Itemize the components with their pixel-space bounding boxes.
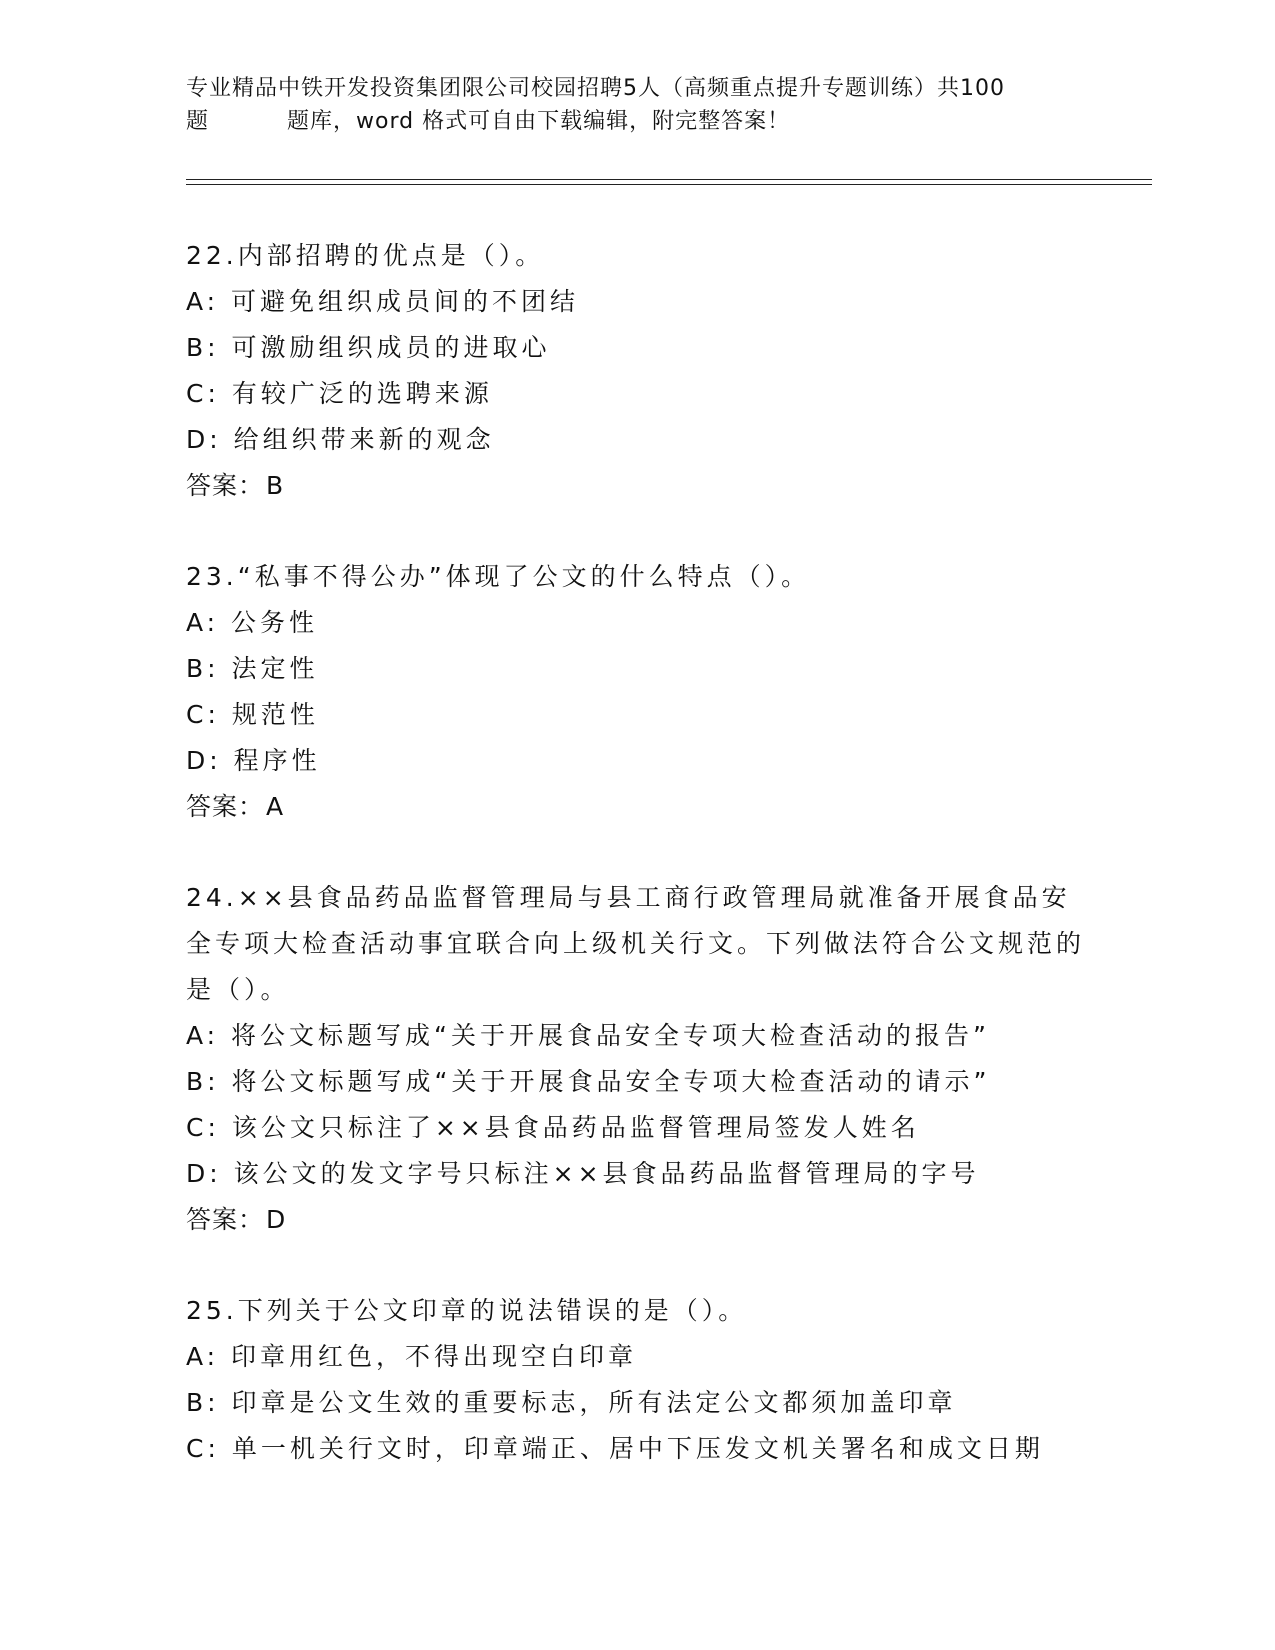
header-subtitle-line <box>186 105 1086 138</box>
question-23 <box>186 554 1086 830</box>
header-subtitle-text: 题库，word 格式可自由下载编辑，附完整答案！ <box>287 109 791 134</box>
answer-line <box>186 1197 1086 1243</box>
option-d: D: 程序性 <box>186 746 321 775</box>
header-divider-bottom <box>186 184 1152 185</box>
option-a: A: 公务性 <box>186 608 319 637</box>
answer-line <box>186 784 1086 830</box>
option-b: B: 将公文标题写成“关于开展食品安全专项大检查活动的请示” <box>186 1067 991 1096</box>
option-c: C: 单一机关行文时，印章端正、居中下压发文机关署名和成文日期 <box>186 1434 1044 1463</box>
header-title-line: 专业精品中铁开发投资集团限公司校园招聘5人（高频重点提升专题训练）共100 <box>186 76 1005 101</box>
option-d: D: 该公文的发文字号只标注××县食品药品监督管理局的字号 <box>186 1159 980 1188</box>
option-c: C: 规范性 <box>186 700 319 729</box>
questions-list <box>186 233 1086 1517</box>
header-subtitle-prefix: 题 <box>186 109 210 134</box>
answer-value: B <box>266 471 285 500</box>
option-b: B: 可激励组织成员的进取心 <box>186 333 551 362</box>
question-text: 23.“私事不得公办”体现了公文的什么特点（）。 <box>186 562 811 591</box>
document-header <box>186 72 1086 138</box>
answer-line <box>186 463 1086 509</box>
answer-value: D <box>266 1205 287 1234</box>
question-24 <box>186 875 1086 1243</box>
header-divider-top <box>186 179 1152 180</box>
option-b: B: 法定性 <box>186 654 319 683</box>
question-22 <box>186 233 1086 509</box>
answer-label: 答案： <box>186 792 265 821</box>
answer-label: 答案： <box>186 1205 265 1234</box>
option-c: C: 该公文只标注了××县食品药品监督管理局签发人姓名 <box>186 1113 920 1142</box>
option-a: A: 可避免组织成员间的不团结 <box>186 287 580 316</box>
answer-value: A <box>266 792 285 821</box>
option-a: A: 印章用红色，不得出现空白印章 <box>186 1342 638 1371</box>
option-a: A: 将公文标题写成“关于开展食品安全专项大检查活动的报告” <box>186 1021 990 1050</box>
question-text: 24.××县食品药品监督管理局与县工商行政管理局就准备开展食品安全专项大检查活动事宜联合向上级机关行文。下列做法符合公文规范的是（）。 <box>186 883 1086 1004</box>
question-25 <box>186 1288 1086 1472</box>
option-d: D: 给组织带来新的观念 <box>186 425 495 454</box>
question-text: 22.内部招聘的优点是（）。 <box>186 241 545 270</box>
option-c: C: 有较广泛的选聘来源 <box>186 379 493 408</box>
answer-label: 答案： <box>186 471 265 500</box>
option-b: B: 印章是公文生效的重要标志，所有法定公文都须加盖印章 <box>186 1388 957 1417</box>
question-text: 25.下列关于公文印章的说法错误的是（）。 <box>186 1296 748 1325</box>
